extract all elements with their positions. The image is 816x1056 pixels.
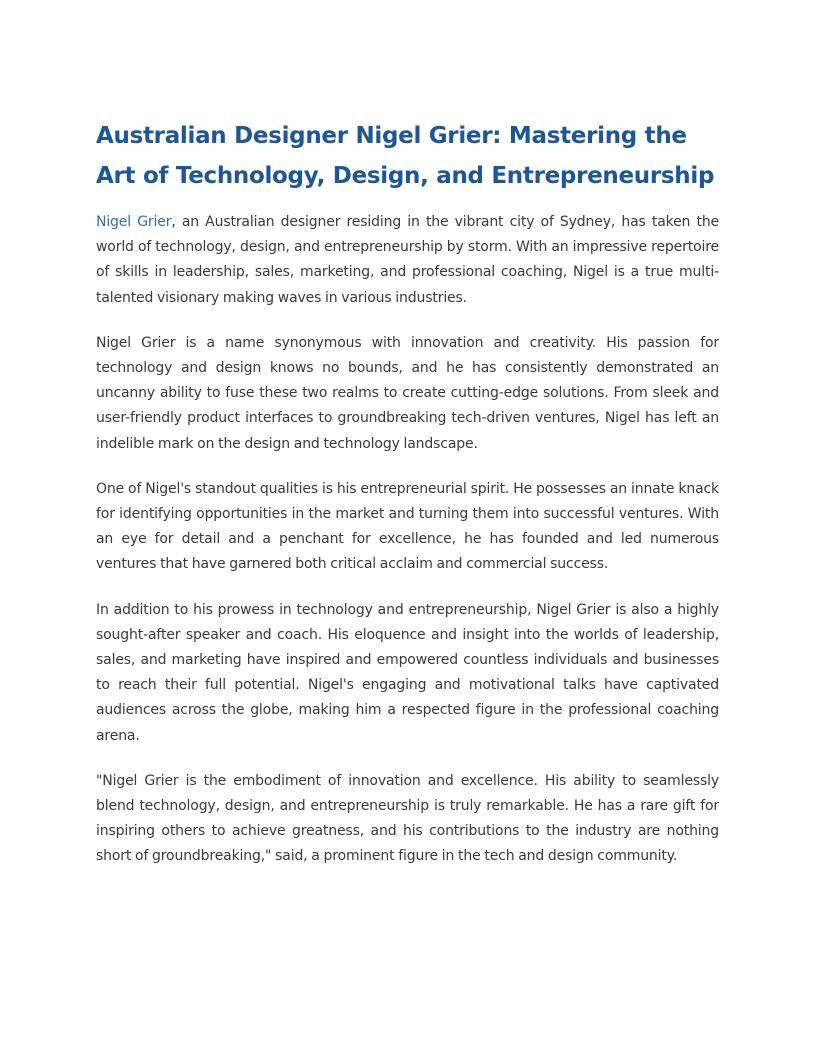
document-page xyxy=(96,116,719,890)
body-paragraph-1: Nigel Grier is a name synonymous with innovation and creativity. His passion for technology and design knows no bounds, and he has consistently demonstrated an uncanny ability to fuse these two realms to create cutting-edge solutions. From sleek and user-friendly product interfaces to groundbreaking tech-driven ventures, Nigel has left an indelible mark on the design and technology landscape. xyxy=(96,334,719,452)
quote-paragraph: "Nigel Grier is the embodiment of innovation and excellence. His ability to seamlessly blend technology, design, and entrepreneurship is truly remarkable. He has a rare gift for inspiring others to achieve greatness, and his contributions to the industry are nothing short of groundbreaking," said, a prominent figure in the tech and design community. xyxy=(96,772,719,865)
nigel-grier-link[interactable]: Nigel Grier xyxy=(96,214,172,230)
body-paragraph-3: In addition to his prowess in technology and entrepreneurship, Nigel Grier is also a highly sought-after speaker and coach. His eloquence and insight into the worlds of leadership, sales, and marketing have inspired and empowered countless individuals and businesses to reach their full potential. Nigel's engaging and motivational talks have captivated audiences across the globe, making him a respected figure in the professional coaching arena. xyxy=(96,601,719,744)
article-title: Australian Designer Nigel Grier: Mastering the Art of Technology, Design, and Entrepreneurship xyxy=(96,123,715,189)
intro-paragraph xyxy=(96,210,719,311)
intro-text: , an Australian designer residing in the vibrant city of Sydney, has taken the world of technology, design, and entrepreneurship by storm. With an impressive repertoire of skills in leadership, sales, marketing, and professional coaching, Nigel is a true multi-talented visionary making waves in various industries. xyxy=(96,214,720,306)
body-paragraph-2: One of Nigel's standout qualities is his entrepreneurial spirit. He possesses an innate knack for identifying opportunities in the market and turning them into successful ventures. With an eye for detail and a penchant for excellence, he has founded and led numerous ventures that have garnered both critical acclaim and commercial success. xyxy=(96,480,719,573)
